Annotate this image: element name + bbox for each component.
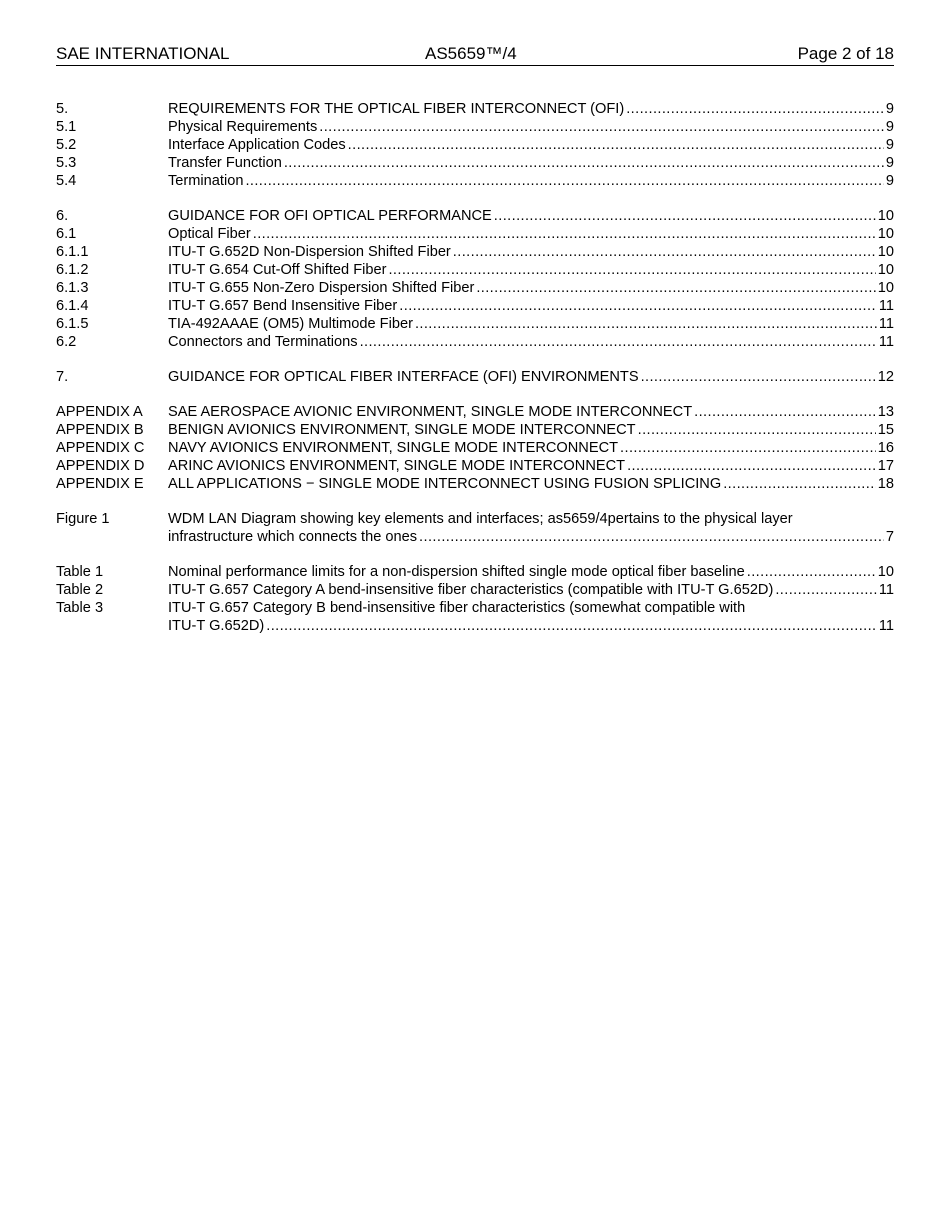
toc-entry[interactable] xyxy=(56,315,894,333)
toc-entry-page: 10 xyxy=(877,208,894,224)
toc-entry[interactable] xyxy=(56,403,894,421)
toc-entry-number: 5.4 xyxy=(56,173,77,189)
toc-entry-title-continued: ITU-T G.652D) xyxy=(168,618,265,634)
toc-entry[interactable] xyxy=(56,297,894,315)
dot-leader xyxy=(399,297,877,315)
toc-entry-number: 6.1 xyxy=(56,226,77,242)
toc-entry-page: 13 xyxy=(877,404,894,420)
toc-entry-page: 11 xyxy=(878,334,894,350)
dot-leader xyxy=(253,225,876,243)
toc-entry-page: 10 xyxy=(877,280,894,296)
toc-entry[interactable] xyxy=(56,172,894,190)
toc-entry-title: ITU-T G.657 Category A bend-insensitive fiber characteristics (compatible with ITU-T G.652D) xyxy=(168,582,774,598)
toc-entry-page: 9 xyxy=(885,101,894,117)
toc-entry[interactable] xyxy=(56,457,894,475)
toc-group-tables xyxy=(56,563,894,635)
toc-entry-number: Table 3 xyxy=(56,600,104,616)
toc-entry-title: WDM LAN Diagram showing key elements and interfaces; as5659/4pertains to the physical layer xyxy=(168,511,793,527)
toc-entry[interactable] xyxy=(56,475,894,493)
toc-entry-page: 11 xyxy=(878,298,894,314)
toc-entry-page: 17 xyxy=(877,458,894,474)
toc-entry-title: GUIDANCE FOR OFI OPTICAL PERFORMANCE xyxy=(168,208,492,224)
toc-entry[interactable] xyxy=(56,333,894,351)
dot-leader xyxy=(415,315,877,333)
toc-group-section-7 xyxy=(56,368,894,386)
toc-entry-page: 11 xyxy=(878,582,894,598)
toc-entry[interactable] xyxy=(56,100,894,118)
toc-entry-title: Physical Requirements xyxy=(168,119,318,135)
toc-entry-page: 18 xyxy=(877,476,894,492)
dot-leader xyxy=(284,154,884,172)
dot-leader xyxy=(266,617,877,635)
toc-entry-number: APPENDIX B xyxy=(56,422,144,438)
toc-entry-title: ITU-T G.652D Non-Dispersion Shifted Fiber xyxy=(168,244,451,260)
toc-entry[interactable] xyxy=(56,421,894,439)
toc-entry-title: ITU-T G.657 Category B bend-insensitive fiber characteristics (somewhat compatible with xyxy=(168,600,746,616)
toc-entry-title: Connectors and Terminations xyxy=(168,334,358,350)
toc-entry-number: 6.1.4 xyxy=(56,298,89,314)
toc-entry-number: 6. xyxy=(56,208,69,224)
toc-entry[interactable] xyxy=(56,563,894,581)
toc-entry-title: Nominal performance limits for a non-dispersion shifted single mode optical fiber baseline xyxy=(168,564,745,580)
dot-leader xyxy=(620,439,876,457)
toc-entry-page: 9 xyxy=(885,119,894,135)
toc-entry-title: ITU-T G.655 Non-Zero Dispersion Shifted Fiber xyxy=(168,280,475,296)
toc-entry[interactable] xyxy=(56,439,894,457)
toc-entry[interactable] xyxy=(56,279,894,297)
toc-entry-number: 6.2 xyxy=(56,334,77,350)
dot-leader xyxy=(638,421,876,439)
dot-leader xyxy=(494,207,876,225)
dot-leader xyxy=(641,368,876,386)
header-page-number: Page 2 of 18 xyxy=(797,44,894,63)
toc-entry-title-continued: infrastructure which connects the ones xyxy=(168,529,418,545)
toc-entry-number: APPENDIX C xyxy=(56,440,145,456)
toc-group-section-6 xyxy=(56,207,894,351)
toc-entry-number: 5.2 xyxy=(56,137,77,153)
dot-leader xyxy=(360,333,877,351)
dot-leader xyxy=(627,457,876,475)
toc-entry-page: 12 xyxy=(877,369,894,385)
dot-leader xyxy=(723,475,876,493)
toc-entry-number: Table 2 xyxy=(56,582,104,598)
toc-entry-page: 16 xyxy=(877,440,894,456)
toc-entry-title: BENIGN AVIONICS ENVIRONMENT, SINGLE MODE INTERCONNECT xyxy=(168,422,636,438)
toc-entry-title: Optical Fiber xyxy=(168,226,251,242)
dot-leader xyxy=(694,403,876,421)
toc-entry-page: 10 xyxy=(877,226,894,242)
toc-entry-title: GUIDANCE FOR OPTICAL FIBER INTERFACE (OFI) ENVIRONMENTS xyxy=(168,369,639,385)
toc-entry-page: 10 xyxy=(877,564,894,580)
toc-entry-number: Table 1 xyxy=(56,564,104,580)
toc-entry-title: Termination xyxy=(168,173,244,189)
header-organization: SAE INTERNATIONAL xyxy=(56,44,230,63)
toc-entry[interactable] xyxy=(56,243,894,261)
dot-leader xyxy=(388,261,875,279)
toc-entry-number: 6.1.3 xyxy=(56,280,89,296)
toc-entry-page: 7 xyxy=(885,529,894,545)
dot-leader xyxy=(348,136,884,154)
toc-entry-number: 5.1 xyxy=(56,119,77,135)
toc-group-figures xyxy=(56,510,894,546)
toc-entry[interactable] xyxy=(56,118,894,136)
toc-entry-number: 6.1.5 xyxy=(56,316,89,332)
toc-entry-title: SAE AEROSPACE AVIONIC ENVIRONMENT, SINGLE MODE INTERCONNECT xyxy=(168,404,693,420)
toc-entry[interactable] xyxy=(56,136,894,154)
toc-entry-title: Interface Application Codes xyxy=(168,137,346,153)
toc-entry-title: NAVY AVIONICS ENVIRONMENT, SINGLE MODE INTERCONNECT xyxy=(168,440,619,456)
toc-entry[interactable] xyxy=(56,261,894,279)
toc-entry[interactable] xyxy=(56,510,894,546)
toc-entry-number: 5. xyxy=(56,101,69,117)
toc-entry-title: ITU-T G.654 Cut-Off Shifted Fiber xyxy=(168,262,387,278)
dot-leader xyxy=(319,118,884,136)
toc-entry-page: 9 xyxy=(885,137,894,153)
dot-leader xyxy=(453,243,876,261)
toc-entry-page: 9 xyxy=(885,155,894,171)
toc-entry-title: Transfer Function xyxy=(168,155,282,171)
page-header xyxy=(56,44,894,66)
toc-entry-page: 10 xyxy=(877,262,894,278)
table-of-contents xyxy=(56,100,894,652)
toc-entry-number: APPENDIX E xyxy=(56,476,144,492)
toc-group-appendices xyxy=(56,403,894,493)
dot-leader xyxy=(626,100,884,118)
toc-group-section-5 xyxy=(56,100,894,190)
toc-entry[interactable] xyxy=(56,207,894,225)
dot-leader xyxy=(245,172,883,190)
toc-entry-number: 6.1.2 xyxy=(56,262,89,278)
toc-entry-title: ARINC AVIONICS ENVIRONMENT, SINGLE MODE INTERCONNECT xyxy=(168,458,626,474)
toc-entry-page: 15 xyxy=(877,422,894,438)
toc-entry[interactable] xyxy=(56,581,894,599)
toc-entry-page: 11 xyxy=(878,316,894,332)
toc-entry[interactable] xyxy=(56,225,894,243)
toc-entry[interactable] xyxy=(56,599,894,635)
dot-leader xyxy=(476,279,875,297)
dot-leader xyxy=(747,563,876,581)
toc-entry-number: APPENDIX D xyxy=(56,458,145,474)
toc-entry-page: 9 xyxy=(885,173,894,189)
toc-entry-number: Figure 1 xyxy=(56,511,110,527)
toc-entry-page: 10 xyxy=(877,244,894,260)
toc-entry-title: TIA-492AAAE (OM5) Multimode Fiber xyxy=(168,316,413,332)
toc-entry-number: 5.3 xyxy=(56,155,77,171)
toc-entry-number: APPENDIX A xyxy=(56,404,143,420)
dot-leader xyxy=(419,528,884,546)
toc-entry-page: 11 xyxy=(878,618,894,634)
toc-entry-title: ALL APPLICATIONS − SINGLE MODE INTERCONNECT USING FUSION SPLICING xyxy=(168,476,722,492)
toc-entry[interactable] xyxy=(56,368,894,386)
toc-entry-title: ITU-T G.657 Bend Insensitive Fiber xyxy=(168,298,398,314)
toc-entry-number: 7. xyxy=(56,369,69,385)
dot-leader xyxy=(775,581,877,599)
toc-entry[interactable] xyxy=(56,154,894,172)
header-document-number: AS5659™/4 xyxy=(425,44,517,63)
toc-entry-title: REQUIREMENTS FOR THE OPTICAL FIBER INTERCONNECT (OFI) xyxy=(168,101,625,117)
toc-entry-number: 6.1.1 xyxy=(56,244,89,260)
